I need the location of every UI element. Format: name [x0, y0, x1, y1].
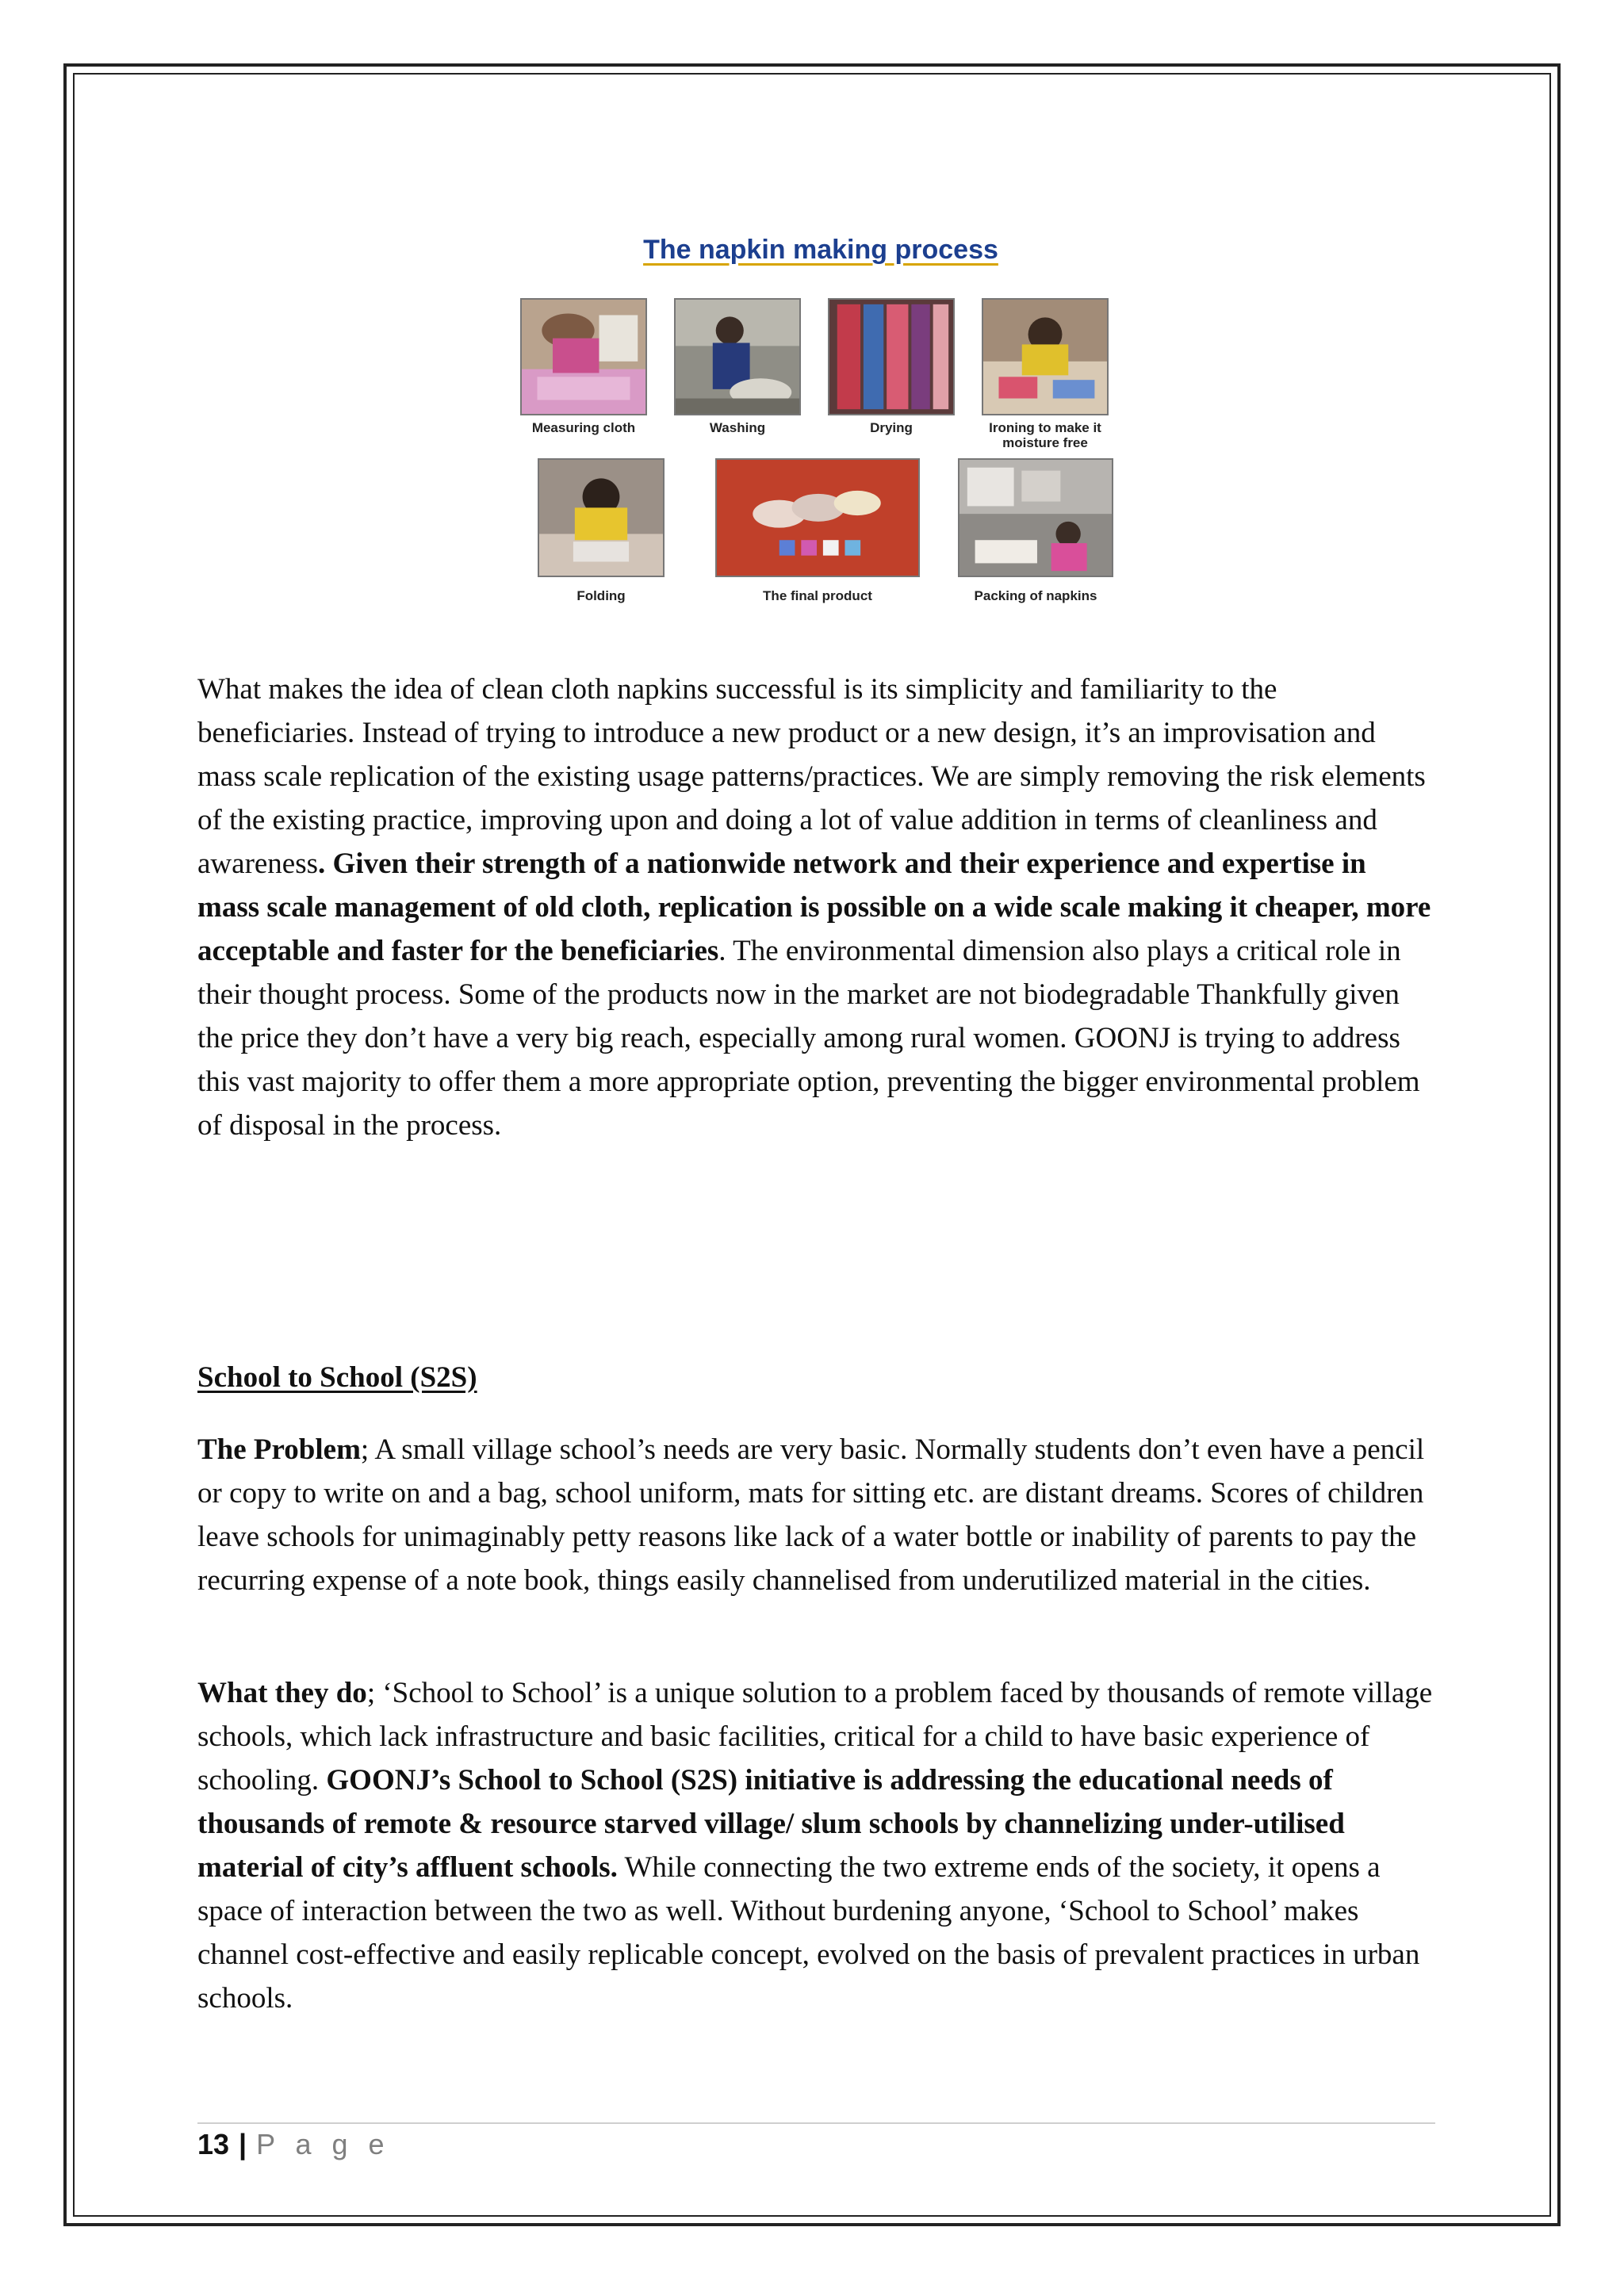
footer-rule	[197, 2122, 1435, 2124]
what-they-do-text: ; ‘School to School’ is a unique solution to a problem faced by thousands of remote village schools, which lack infrastructure and basic facilities, critical for a child to have basic experience of schooling.	[197, 1677, 1433, 1797]
what-they-do-label: What they do	[197, 1677, 367, 1709]
page-footer	[197, 2128, 391, 2161]
caption-packing: Packing of napkins	[974, 588, 1097, 603]
figure-title: The napkin making process	[643, 235, 998, 265]
photo-ironing	[982, 298, 1109, 415]
page-number: 13	[197, 2128, 230, 2160]
caption-washing: Washing	[709, 420, 766, 435]
caption-final-product: The final product	[763, 588, 872, 603]
napkin-process-figure	[508, 230, 1134, 618]
napkin-paragraph	[197, 668, 1434, 1147]
what-they-do-bold: GOONJ’s School to School (S2S) initiative is addressing the educational needs of thousands of remote & resource starved village/ slum schools by channelizing under-utilised material of city’s affluent schools.	[197, 1764, 1345, 1884]
caption-measuring: Measuring cloth	[531, 420, 636, 435]
photo-folding	[538, 458, 665, 577]
caption-ironing: Ironing to make it moisture free	[989, 420, 1101, 450]
s2s-heading: School to School (S2S)	[197, 1361, 477, 1394]
photo-packing	[958, 458, 1113, 577]
problem-label: The Problem	[197, 1433, 361, 1466]
napkin-paragraph-bold: . Given their strength of a nationwide network and their experience and expertise in mass scale management of old cloth, replication is possible on a wide scale making it cheaper, more acceptable and faster for the beneficiaries	[197, 848, 1431, 967]
footer-separator: |	[239, 2128, 247, 2160]
problem-text: ; A small village school’s needs are very basic. Normally students don’t even have a pencil or copy to write on and a bag, school uniform, mats for sitting etc. are distant dreams. Scores of children leave schools for unimaginably petty reasons like lack of a water bottle or inability of parents to pay the recurring expense of a note book, things easily channelised from underutilized material in the cities.	[197, 1433, 1425, 1597]
napkin-paragraph-part1: What makes the idea of clean cloth napkins successful is its simplicity and familiarity to the beneficiaries. Instead of trying to introduce a new product or a new design, it’s an improvisation and mass scale replication of the existing usage patterns/practices. We are simply removing the risk elements of the existing practice, improving upon and doing a lot of value addition in terms of cleanliness and awareness	[197, 673, 1426, 880]
what-they-do-tail: While connecting the two extreme ends of the society, it opens a space of interaction between the two as well. Without burdening anyone, ‘School to School’ makes channel cost-effective and easily replicable concept, evolved on the basis of prevalent practices in urban schools.	[197, 1851, 1420, 2015]
photo-drying	[828, 298, 955, 415]
caption-drying: Drying	[870, 420, 913, 435]
napkin-paragraph-part2: . The environmental dimension also plays a critical role in their thought process. Some of the products now in the market are not biodegradable Thankfully given the price they don’t have a very big reach, especially among rural women. GOONJ is trying to address this vast majority to offer them a more appropriate option, preventing the bigger environmental problem of disposal in the process.	[197, 935, 1420, 1142]
what-they-do-paragraph	[197, 1671, 1434, 2020]
photo-washing	[674, 298, 801, 415]
photo-measuring-cloth	[520, 298, 647, 415]
problem-paragraph	[197, 1428, 1434, 1602]
page-label: P a g e	[256, 2128, 391, 2160]
photo-final-product	[715, 458, 920, 577]
caption-folding: Folding	[576, 588, 626, 603]
